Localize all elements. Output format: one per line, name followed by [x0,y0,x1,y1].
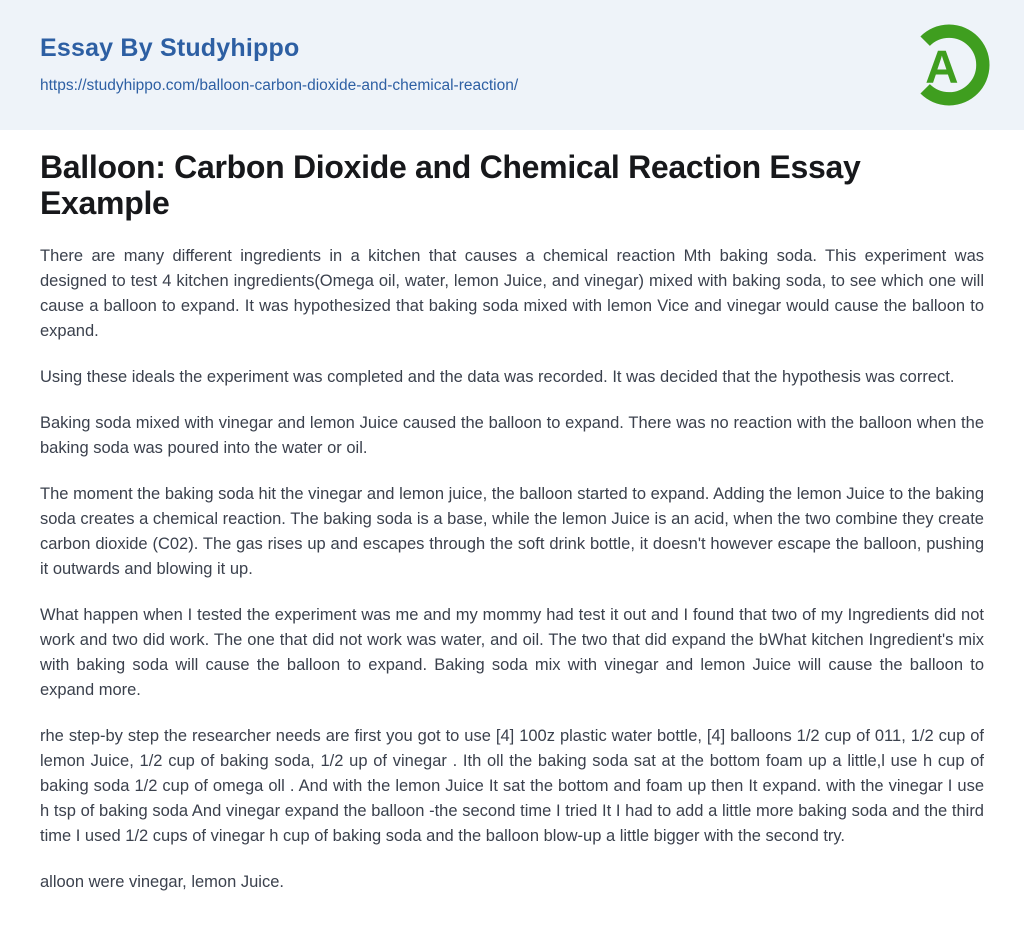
source-url-link[interactable]: https://studyhippo.com/balloon-carbon-dioxide-and-chemical-reaction/ [40,77,519,95]
header-text-block [40,35,518,96]
essay-paragraph: The moment the baking soda hit the vinegar and lemon juice, the balloon started to expand. Adding the lemon Juice to the baking soda creates a chemical reaction. The baking soda is a base, while the lemon Juice is an acid, when the two combine they create carbon dioxide (C02). The gas rises up and escapes through the soft drink bottle, it doesn't however escape the balloon, pushing it outwards and blowing it up. [40,485,984,578]
article-body [0,149,1024,895]
site-label: Essay By Studyhippo [40,33,300,62]
essay-paragraph: alloon were vinegar, lemon Juice. [40,873,284,891]
essay-paragraph: rhe step-by step the researcher needs are first you got to use [4] 100z plastic water bottle, [4] balloons 1/2 cup of 011, 1/2 cup of lemon Juice, 1/2 cup of baking soda, 1/2 up of vinegar . Ith oll the baking soda sat at the bottom foam up a little,l use h cup of baking soda 1/2 cup of omega oll . And with the lemon Juice It sat the bottom and foam up then It expand. with the vinegar I use h tsp of baking soda And vinegar expand the balloon -the second time I tried It I had to add a little more baking soda and the third time I used 1/2 cups of vinegar h cup of baking soda and the balloon blow-up a little bigger with the second try. [40,727,984,845]
essay-paragraph: Baking soda mixed with vinegar and lemon Juice caused the balloon to expand. There was no reaction with the balloon when the baking soda was poured into the water or oil. [40,414,984,457]
page-title: Balloon: Carbon Dioxide and Chemical Reaction Essay Example [40,149,861,221]
essay-paragraph: There are many different ingredients in a kitchen that causes a chemical reaction Mth baking soda. This experiment was designed to test 4 kitchen ingredients(Omega oil, water, lemon Juice, and vinegar) mixed with baking soda, to see which one will cause a balloon to expand. It was hypothesized that baking soda mixed with lemon Vice and vinegar would cause the balloon to expand. [40,247,984,340]
essay-paragraph: What happen when I tested the experiment was me and my mommy had test it out and I found that two of my Ingredients did not work and two did work. The one that did not work was water, and oil. The two that did expand the bWhat kitchen Ingredient's mix with baking soda will cause the balloon to expand. Baking soda mix with vinegar and lemon Juice will cause the balloon to expand more. [40,606,984,699]
logo-letter: A [925,40,959,93]
studyhippo-logo-icon [908,22,990,108]
essay-paragraph: Using these ideals the experiment was completed and the data was recorded. It was decided that the hypothesis was correct. [40,368,955,386]
page-header [0,0,1024,130]
